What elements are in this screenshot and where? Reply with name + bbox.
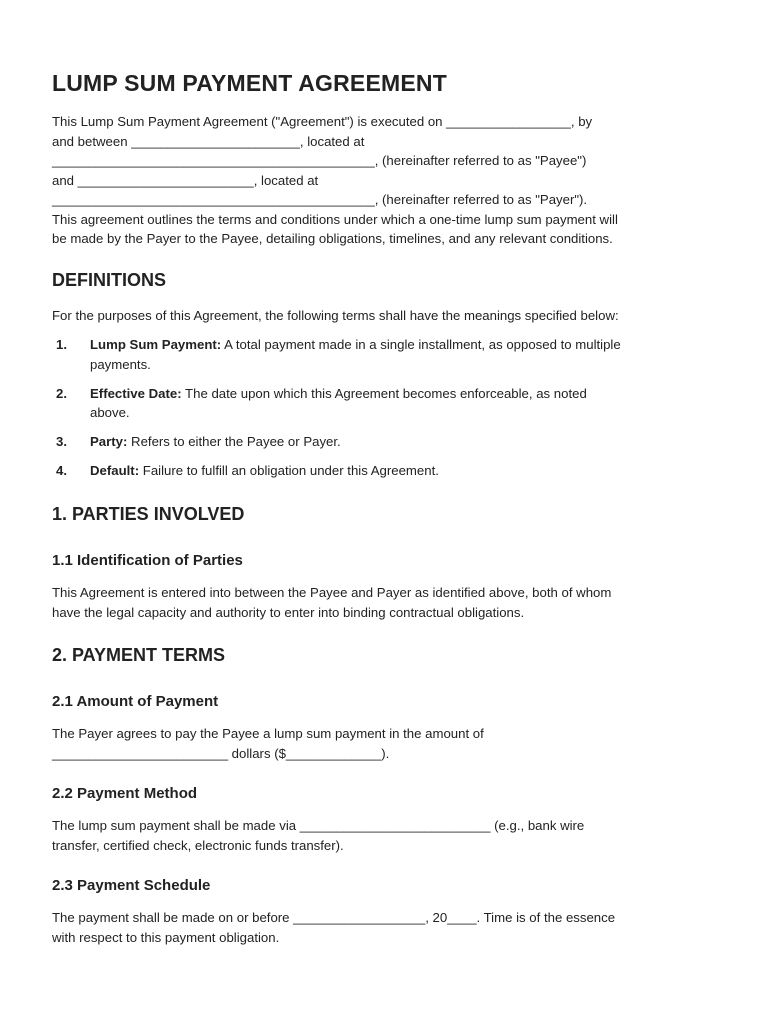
document-title: LUMP SUM PAYMENT AGREEMENT bbox=[52, 70, 447, 96]
definition-text: above. bbox=[90, 405, 130, 420]
definitions-lead bbox=[52, 306, 722, 326]
definition-number: 1. bbox=[56, 337, 67, 352]
section-2-1-heading: 2.1 Amount of Payment bbox=[52, 693, 219, 710]
paragraph-line: ________________________ dollars ($_____________). bbox=[52, 745, 390, 761]
paragraph-line: with respect to this payment obligation. bbox=[52, 929, 280, 945]
intro-line: be made by the Payer to the Payee, detailing obligations, timelines, and any relevant conditions. bbox=[52, 231, 613, 246]
section-2-2-heading: 2.2 Payment Method bbox=[52, 785, 198, 802]
intro-line: ____________________________________________, (hereinafter referred to as "Payer"). bbox=[52, 192, 588, 207]
section-1-heading: 1. PARTIES INVOLVED bbox=[52, 504, 245, 524]
definition-term: Default: bbox=[90, 463, 140, 478]
definition-text: The date upon which this Agreement becomes enforceable, as noted bbox=[181, 385, 587, 401]
paragraph-line: have the legal capacity and authority to enter into binding contractual obligations. bbox=[52, 604, 525, 620]
definition-item bbox=[52, 384, 722, 423]
section-2-3-heading: 2.3 Payment Schedule bbox=[52, 877, 211, 894]
section-2-2-paragraph bbox=[52, 816, 722, 855]
intro-line: and ________________________, located at bbox=[52, 172, 319, 188]
definition-item bbox=[52, 432, 722, 452]
definition-text: A total payment made in a single installment, as opposed to multiple bbox=[221, 337, 621, 352]
paragraph-line: transfer, certified check, electronic funds transfer). bbox=[52, 837, 344, 853]
definitions-lead-text: For the purposes of this Agreement, the following terms shall have the meanings specified below: bbox=[52, 308, 619, 323]
section-1-1-heading: 1.1 Identification of Parties bbox=[52, 552, 243, 569]
intro-line: ____________________________________________, (hereinafter referred to as "Payee") bbox=[52, 153, 587, 168]
intro-paragraph bbox=[52, 112, 722, 249]
intro-line: and between _______________________, located at bbox=[52, 133, 365, 149]
definition-text: Refers to either the Payee or Payer. bbox=[127, 434, 341, 449]
definition-item bbox=[52, 335, 722, 374]
definition-number: 4. bbox=[56, 463, 67, 478]
definition-text: payments. bbox=[90, 356, 151, 372]
definition-text: Failure to fulfill an obligation under this Agreement. bbox=[139, 463, 439, 478]
definitions-list bbox=[52, 335, 722, 490]
definition-item bbox=[52, 461, 722, 481]
section-1-1-paragraph bbox=[52, 583, 722, 622]
paragraph-line: This Agreement is entered into between the Payee and Payer as identified above, both of whom bbox=[52, 585, 612, 600]
paragraph-line: The payment shall be made on or before __________________, 20____. Time is of the essence bbox=[52, 910, 616, 925]
paragraph-line: The Payer agrees to pay the Payee a lump sum payment in the amount of bbox=[52, 726, 484, 741]
definition-number: 2. bbox=[56, 385, 67, 401]
definition-term: Effective Date: bbox=[90, 385, 182, 401]
intro-line: This agreement outlines the terms and conditions under which a one-time lump sum payment will bbox=[52, 211, 618, 227]
definition-term: Party: bbox=[90, 434, 128, 449]
section-2-heading: 2. PAYMENT TERMS bbox=[52, 645, 226, 665]
section-2-1-paragraph bbox=[52, 724, 722, 763]
definition-number: 3. bbox=[56, 434, 67, 449]
intro-line: This Lump Sum Payment Agreement ("Agreement") is executed on _________________, by bbox=[52, 114, 593, 129]
definition-term: Lump Sum Payment: bbox=[90, 337, 222, 352]
paragraph-line: The lump sum payment shall be made via __________________________ (e.g., bank wire bbox=[52, 818, 585, 833]
section-2-3-paragraph bbox=[52, 908, 722, 947]
definitions-heading: DEFINITIONS bbox=[52, 270, 167, 290]
